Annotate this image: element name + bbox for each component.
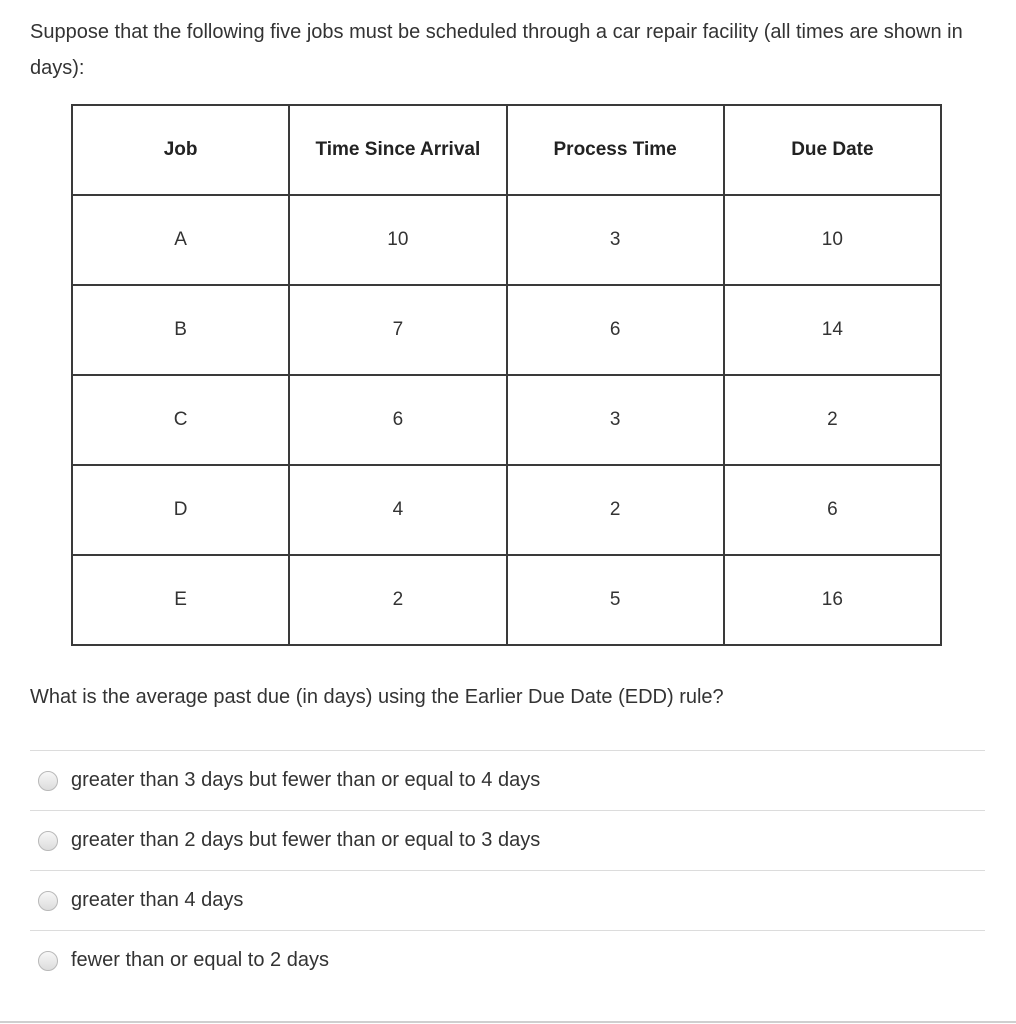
cell-time-since-arrival: 7 xyxy=(289,285,506,375)
table-row xyxy=(72,285,941,375)
cell-time-since-arrival: 2 xyxy=(289,555,506,645)
cell-due-date: 6 xyxy=(724,465,941,555)
column-header-job: Job xyxy=(72,105,289,195)
radio-button[interactable] xyxy=(38,771,58,791)
radio-button[interactable] xyxy=(38,891,58,911)
answer-option[interactable] xyxy=(30,751,985,811)
cell-job: D xyxy=(72,465,289,555)
radio-button[interactable] xyxy=(38,951,58,971)
table-header-row xyxy=(72,105,941,195)
cell-process-time: 5 xyxy=(507,555,724,645)
table-row xyxy=(72,465,941,555)
answer-option[interactable] xyxy=(30,811,985,871)
bottom-divider xyxy=(0,1021,1016,1023)
table-row xyxy=(72,555,941,645)
table-row xyxy=(72,195,941,285)
cell-time-since-arrival: 4 xyxy=(289,465,506,555)
cell-process-time: 3 xyxy=(507,195,724,285)
cell-process-time: 2 xyxy=(507,465,724,555)
answer-option-label[interactable]: fewer than or equal to 2 days xyxy=(71,949,329,971)
answer-options xyxy=(30,750,985,990)
cell-process-time: 6 xyxy=(507,285,724,375)
jobs-table xyxy=(71,104,942,646)
cell-due-date: 14 xyxy=(724,285,941,375)
table-row xyxy=(72,375,941,465)
cell-process-time: 3 xyxy=(507,375,724,465)
cell-time-since-arrival: 10 xyxy=(289,195,506,285)
cell-job: E xyxy=(72,555,289,645)
column-header-process-time: Process Time xyxy=(507,105,724,195)
answer-option[interactable] xyxy=(30,871,985,931)
cell-time-since-arrival: 6 xyxy=(289,375,506,465)
question-text: What is the average past due (in days) using the Earlier Due Date (EDD) rule? xyxy=(30,686,724,708)
answer-option-label[interactable]: greater than 3 days but fewer than or equal to 4 days xyxy=(71,769,541,791)
intro-text: Suppose that the following five jobs must be scheduled through a car repair facility (all times are shown in days): xyxy=(30,21,963,79)
cell-due-date: 16 xyxy=(724,555,941,645)
answer-option[interactable] xyxy=(30,931,985,990)
column-header-due-date: Due Date xyxy=(724,105,941,195)
cell-due-date: 2 xyxy=(724,375,941,465)
radio-button[interactable] xyxy=(38,831,58,851)
cell-job: B xyxy=(72,285,289,375)
cell-due-date: 10 xyxy=(724,195,941,285)
cell-job: A xyxy=(72,195,289,285)
answer-option-label[interactable]: greater than 4 days xyxy=(71,889,244,911)
answer-option-label[interactable]: greater than 2 days but fewer than or equal to 3 days xyxy=(71,829,541,851)
column-header-time-since-arrival: Time Since Arrival xyxy=(289,105,506,195)
cell-job: C xyxy=(72,375,289,465)
